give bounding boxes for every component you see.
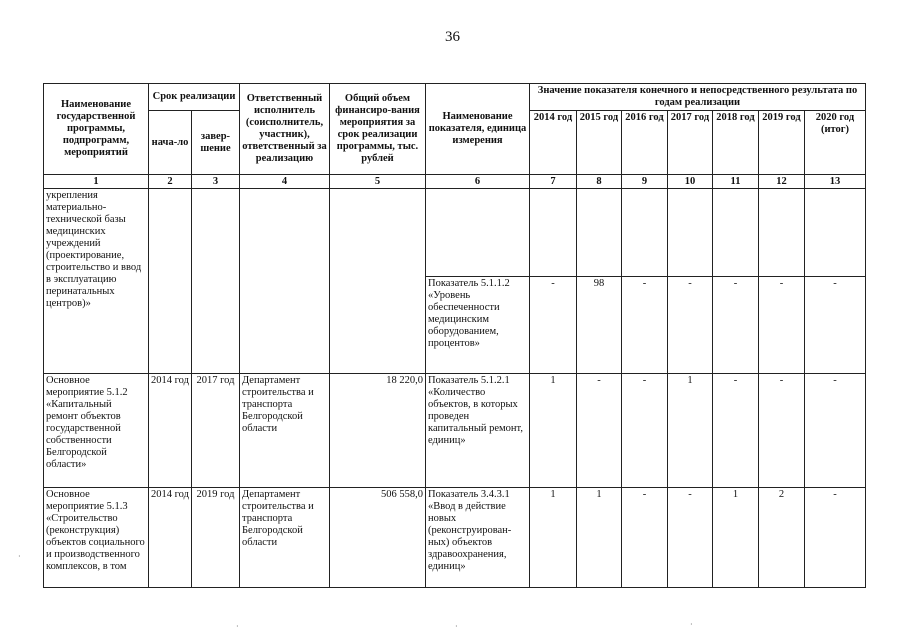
- row-program-name: Основное мероприятие 5.1.2 «Капитальный ремонт объектов государственной собственности Белгородской области»: [44, 374, 149, 488]
- row-start: 2014 год: [149, 488, 192, 588]
- row-value: -: [713, 374, 759, 488]
- row-end: 2019 год: [192, 488, 240, 588]
- row-value: -: [805, 374, 866, 488]
- column-number: 9: [622, 175, 668, 189]
- header-values-group: Значение показателя конечного и непосредственного результата по годам реализации: [530, 84, 866, 111]
- column-number: 4: [240, 175, 330, 189]
- column-number: 1: [44, 175, 149, 189]
- scan-speck: ·: [18, 552, 21, 561]
- row-value: -: [805, 488, 866, 588]
- column-number: 12: [759, 175, 805, 189]
- row-program-name: Основное мероприятие 5.1.3 «Строительство (реконструкция) объектов социального и производственного комплексов, в том: [44, 488, 149, 588]
- column-number: 13: [805, 175, 866, 189]
- row-value: -: [713, 277, 759, 374]
- table-row: [44, 189, 866, 277]
- row-indicator: Показатель 3.4.3.1 «Ввод в действие новых (реконструирован-ных) объектов здравоохранения, единиц»: [426, 488, 530, 588]
- header-term-start: нача-ло: [149, 111, 192, 175]
- row-end: [192, 189, 240, 374]
- row-value: -: [577, 374, 622, 488]
- row-indicator-blank: [426, 189, 530, 277]
- header-year: 2014 год: [530, 111, 577, 175]
- header-year: 2016 год: [622, 111, 668, 175]
- header-year: 2020 год (итог): [805, 111, 866, 175]
- header-year: 2015 год: [577, 111, 622, 175]
- row-value: -: [622, 374, 668, 488]
- row-value: -: [530, 277, 577, 374]
- column-number: 8: [577, 175, 622, 189]
- row-value: -: [622, 277, 668, 374]
- row-value-blank: [530, 189, 577, 277]
- scan-speck: ·: [690, 620, 693, 629]
- row-value-blank: [622, 189, 668, 277]
- row-value-blank: [668, 189, 713, 277]
- row-value-blank: [759, 189, 805, 277]
- column-number: 10: [668, 175, 713, 189]
- header-executor: Ответственный исполнитель (соисполнитель, участник), ответственный за реализацию: [240, 84, 330, 175]
- header-funding: Общий объем финансиро-вания мероприятия за срок реализации программы, тыс. рублей: [330, 84, 426, 175]
- row-value: 1: [713, 488, 759, 588]
- scan-speck: ·: [455, 622, 458, 631]
- column-number: 7: [530, 175, 577, 189]
- scan-speck: ·: [236, 622, 239, 631]
- row-value: -: [622, 488, 668, 588]
- page-number: 36: [445, 29, 460, 45]
- header-year: 2018 год: [713, 111, 759, 175]
- row-start: 2014 год: [149, 374, 192, 488]
- header-indicator: Наименование показателя, единица измерения: [426, 84, 530, 175]
- row-value-blank: [713, 189, 759, 277]
- row-value: 1: [668, 374, 713, 488]
- table-row: [44, 488, 866, 588]
- row-value-blank: [805, 189, 866, 277]
- row-value: 98: [577, 277, 622, 374]
- row-end: 2017 год: [192, 374, 240, 488]
- row-funding: [330, 189, 426, 374]
- row-value-blank: [577, 189, 622, 277]
- row-start: [149, 189, 192, 374]
- row-funding: 18 220,0: [330, 374, 426, 488]
- header-year: 2017 год: [668, 111, 713, 175]
- row-value: -: [759, 277, 805, 374]
- row-value: -: [668, 488, 713, 588]
- row-value: 2: [759, 488, 805, 588]
- row-indicator: Показатель 5.1.1.2 «Уровень обеспеченности медицинским оборудованием, процентов»: [426, 277, 530, 374]
- column-number: 11: [713, 175, 759, 189]
- header-year: 2019 год: [759, 111, 805, 175]
- header-term: Срок реализации: [149, 84, 240, 111]
- row-value: 1: [530, 488, 577, 588]
- header-program-name: Наименование государственной программы, подпрограмм, мероприятий: [44, 84, 149, 175]
- row-value: -: [805, 277, 866, 374]
- row-funding: 506 558,0: [330, 488, 426, 588]
- row-program-name: укрепления материально-технической базы медицинских учреждений (проектирование, строительство и ввод в эксплуатацию перинатальных центров)»: [44, 189, 149, 374]
- row-executor: Департамент строительства и транспорта Белгородской области: [240, 488, 330, 588]
- column-number: 5: [330, 175, 426, 189]
- row-value: 1: [530, 374, 577, 488]
- column-number-row: [44, 175, 866, 189]
- row-value: -: [759, 374, 805, 488]
- header-term-end: завер-шение: [192, 111, 240, 175]
- row-executor: [240, 189, 330, 374]
- row-executor: Департамент строительства и транспорта Белгородской области: [240, 374, 330, 488]
- row-indicator: Показатель 5.1.2.1 «Количество объектов, в которых проведен капитальный ремонт, единиц»: [426, 374, 530, 488]
- row-value: 1: [577, 488, 622, 588]
- row-value: -: [668, 277, 713, 374]
- column-number: 3: [192, 175, 240, 189]
- column-number: 6: [426, 175, 530, 189]
- column-number: 2: [149, 175, 192, 189]
- table-row: [44, 374, 866, 488]
- program-table: [43, 83, 866, 588]
